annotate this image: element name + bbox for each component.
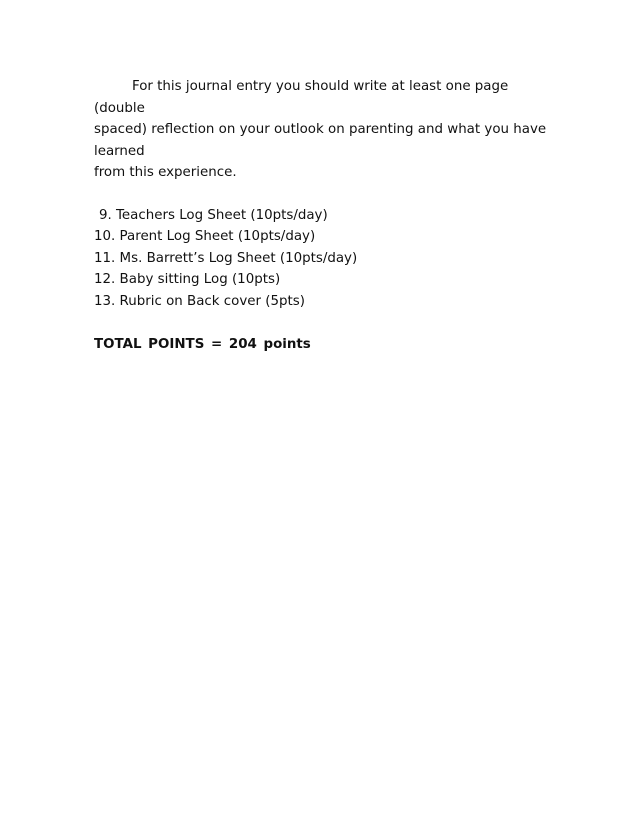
list-item: 9. Teachers Log Sheet (10pts/day) <box>99 207 328 223</box>
total-points: TOTAL POINTS = 204 points <box>94 337 311 352</box>
document-content <box>94 76 554 356</box>
list-item: 12. Baby sitting Log (10pts) <box>94 272 281 287</box>
paragraph-line-2: spaced) reflection on your outlook on parenting and what you have learned <box>94 122 547 159</box>
points-list <box>94 205 554 313</box>
paragraph-line-1: For this journal entry you should write at least one page (double <box>94 79 509 116</box>
list-item: 11. Ms. Barrett’s Log Sheet (10pts/day) <box>94 250 358 266</box>
list-item: 13. Rubric on Back cover (5pts) <box>94 293 305 309</box>
journal-instructions <box>94 76 554 184</box>
paragraph-line-3: from this experience. <box>94 165 237 180</box>
list-item: 10. Parent Log Sheet (10pts/day) <box>94 229 316 244</box>
